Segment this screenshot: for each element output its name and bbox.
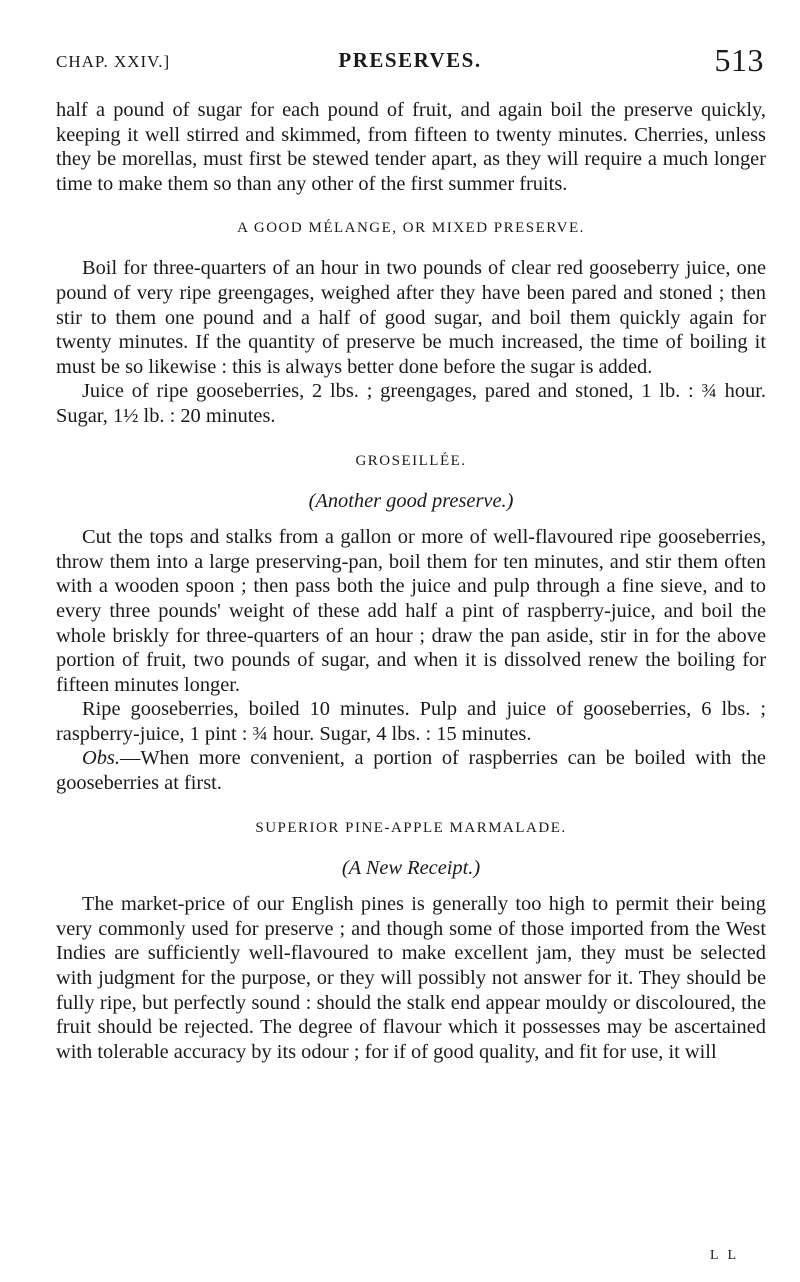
running-head [56, 44, 764, 88]
recipe-summary-melange: Juice of ripe gooseberries, 2 lbs. ; greengages, pared and stoned, 1 lb. : ¾ hour. Sugar, 1½ lb. : 20 minutes. [56, 380, 766, 427]
recipe-summary-groseillee: Ripe gooseberries, boiled 10 minutes. Pulp and juice of gooseberries, 6 lbs. ; raspberry-juice, 1 pint : ¾ hour. Sugar, 4 lbs. : 15 minutes. [56, 698, 766, 745]
recipe-heading-pineapple: SUPERIOR PINE-APPLE MARMALADE. [255, 819, 567, 836]
intro-paragraph: half a pound of sugar for each pound of fruit, and again boil the preserve quickly, keeping it well stirred and skimmed, from fifteen to twenty minutes. Cherries, unless they be morellas, must first be stewed tender apart, as they will require a much longer time to make them so than any other of the first summer fruits. [56, 99, 766, 195]
page-number: 513 [714, 42, 764, 78]
recipe-paragraph-pineapple: The market-price of our English pines is generally too high to permit their being very commonly used for preserve ; and though some of those imported from the West Indies are sufficiently well-flavoured to make excellent jam, they must be selected with judgment for the purpose, or they will possibly not answer for it. They should be fully ripe, but perfectly sound : should the stalk end appear mouldy or discoloured, the fruit should be rejected. The degree of flavour which it possesses may be ascertained with tolerable accuracy by its odour ; for if of good quality, and fit for use, it will [56, 893, 766, 1063]
recipe-paragraph-groseillee: Cut the tops and stalks from a gallon or more of well-flavoured ripe gooseberries, throw them into a large preserving-pan, boil them for ten minutes, and stir them often with a wooden spoon ; then pass both the juice and pulp through a fine sieve, and to every three pounds' weight of these add half a pint of raspberry-juice, and boil the whole briskly for three-quarters of an hour ; draw the pan aside, stir in for the above portion of fruit, two pounds of sugar, and when it is dissolved renew the boiling for fifteen minutes longer. [56, 526, 766, 696]
recipe-subheading-groseillee: (Another good preserve.) [308, 489, 514, 512]
page-title: PRESERVES. [338, 48, 482, 72]
recipe-heading-melange: A GOOD MÉLANGE, OR MIXED PRESERVE. [237, 220, 585, 237]
recipe-paragraph-melange: Boil for three-quarters of an hour in two pounds of clear red gooseberry juice, one pound of very ripe greengages, weighed after they have been pared and stoned ; then stir to them one pound and a half of good sugar, and boil them quickly again for twenty minutes. If the quantity of preserve be much increased, the time of boiling it must be so likewise : this is always better done before the sugar is added. [56, 257, 766, 378]
obs-label: Obs. [82, 747, 120, 770]
recipe-obs-groseillee [56, 746, 766, 795]
obs-text: —When more convenient, a portion of raspberries can be boiled with the gooseberries at first. [56, 747, 766, 795]
recipe-subheading-pineapple: (A New Receipt.) [341, 856, 481, 879]
recipe-heading-groseillee: GROSEILLÉE. [355, 452, 467, 469]
signature-mark: L L [710, 1248, 740, 1263]
page-body [56, 98, 766, 1064]
chapter-label: CHAP. XXIV.] [56, 52, 171, 71]
